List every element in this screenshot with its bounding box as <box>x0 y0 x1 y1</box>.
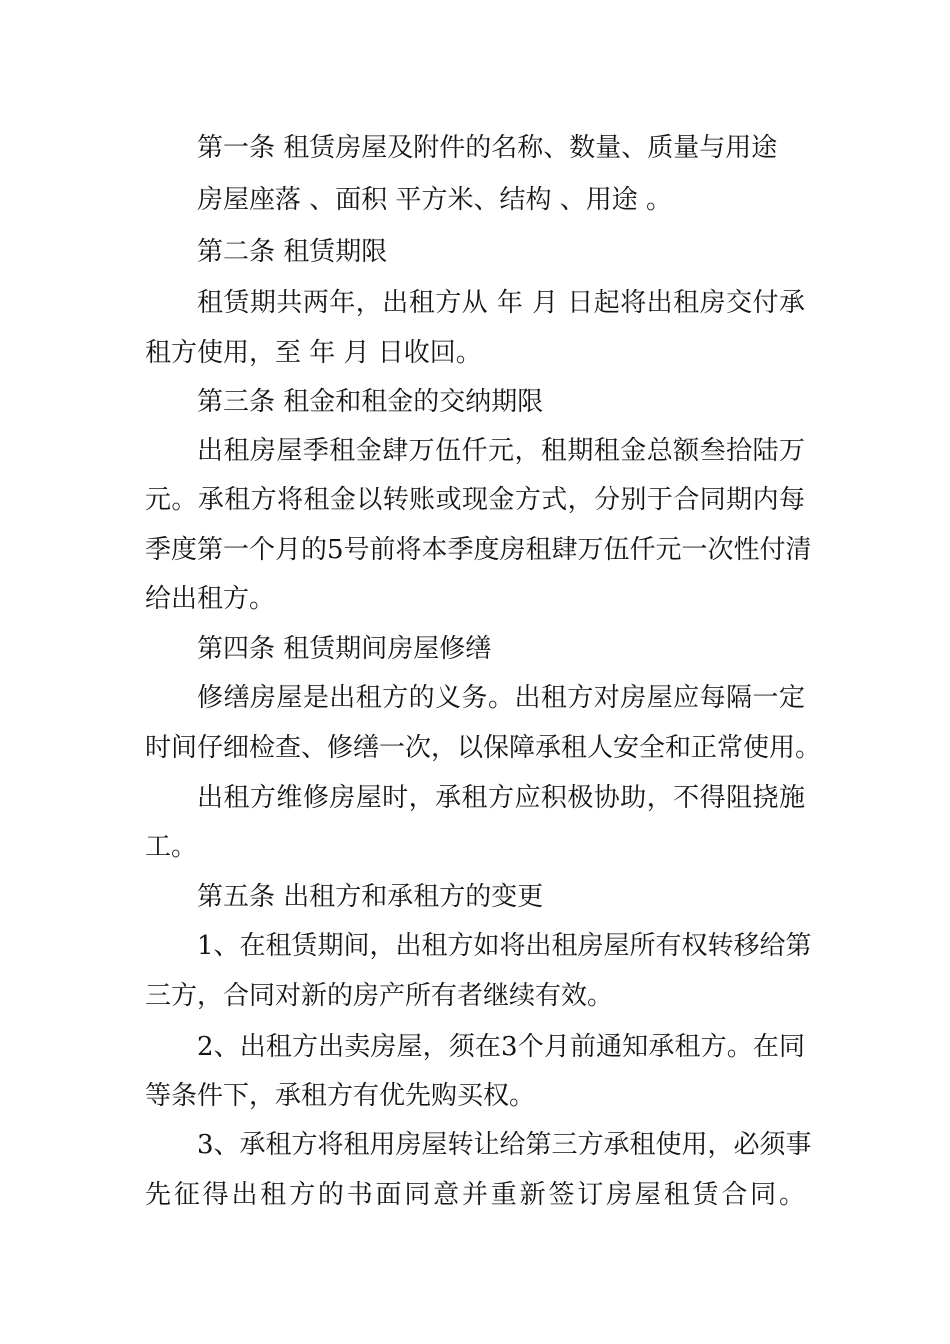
article-2-heading: 第二条 租赁期限 <box>197 237 388 267</box>
text-line: 修缮房屋是出租方的义务。出租方对房屋应每隔一定 <box>197 683 805 713</box>
article-5-heading: 第五条 出租方和承租方的变更 <box>197 882 544 912</box>
text-line: 1、在租赁期间，出租方如将出租房屋所有权转移给第 <box>197 931 812 961</box>
text-line: 时间仔细检查、修缮一次，以保障承租人安全和正常使用。 <box>145 733 822 763</box>
text-line: 租方使用，至 年 月 日收回。 <box>145 338 482 368</box>
article-3-heading: 第三条 租金和租金的交纳期限 <box>197 387 544 417</box>
text-line: 出租房屋季租金肆万伍仟元，租期租金总额叁拾陆万 <box>197 436 805 466</box>
text-line: 给出租方。 <box>145 584 276 614</box>
article-1-heading: 第一条 租赁房屋及附件的名称、数量、质量与用途 <box>197 133 778 163</box>
text-line: 工。 <box>145 832 198 862</box>
text-line: 2、出租方出卖房屋，须在3个月前通知承租方。在同 <box>197 1032 805 1062</box>
text-line: 三方，合同对新的房产所有者继续有效。 <box>145 981 614 1011</box>
text-line: 先征得出租方的书面同意并重新签订房屋租赁合同。 <box>145 1180 805 1210</box>
text-line: 房屋座落 、面积 平方米、结构 、用途 。 <box>197 185 673 215</box>
text-line: 租赁期共两年，出租方从 年 月 日起将出租房交付承 <box>197 288 805 318</box>
article-4-heading: 第四条 租赁期间房屋修缮 <box>197 634 492 664</box>
text-line: 出租方维修房屋时，承租方应积极协助，不得阻挠施 <box>197 783 805 813</box>
text-line: 等条件下，承租方有优先购买权。 <box>145 1081 536 1111</box>
text-line: 元。承租方将租金以转账或现金方式，分别于合同期内每 <box>145 485 805 515</box>
text-line: 季度第一个月的5号前将本季度房租肆万伍仟元一次性付清 <box>145 535 812 565</box>
text-line: 3、承租方将租用房屋转让给第三方承租使用，必须事 <box>197 1130 812 1160</box>
